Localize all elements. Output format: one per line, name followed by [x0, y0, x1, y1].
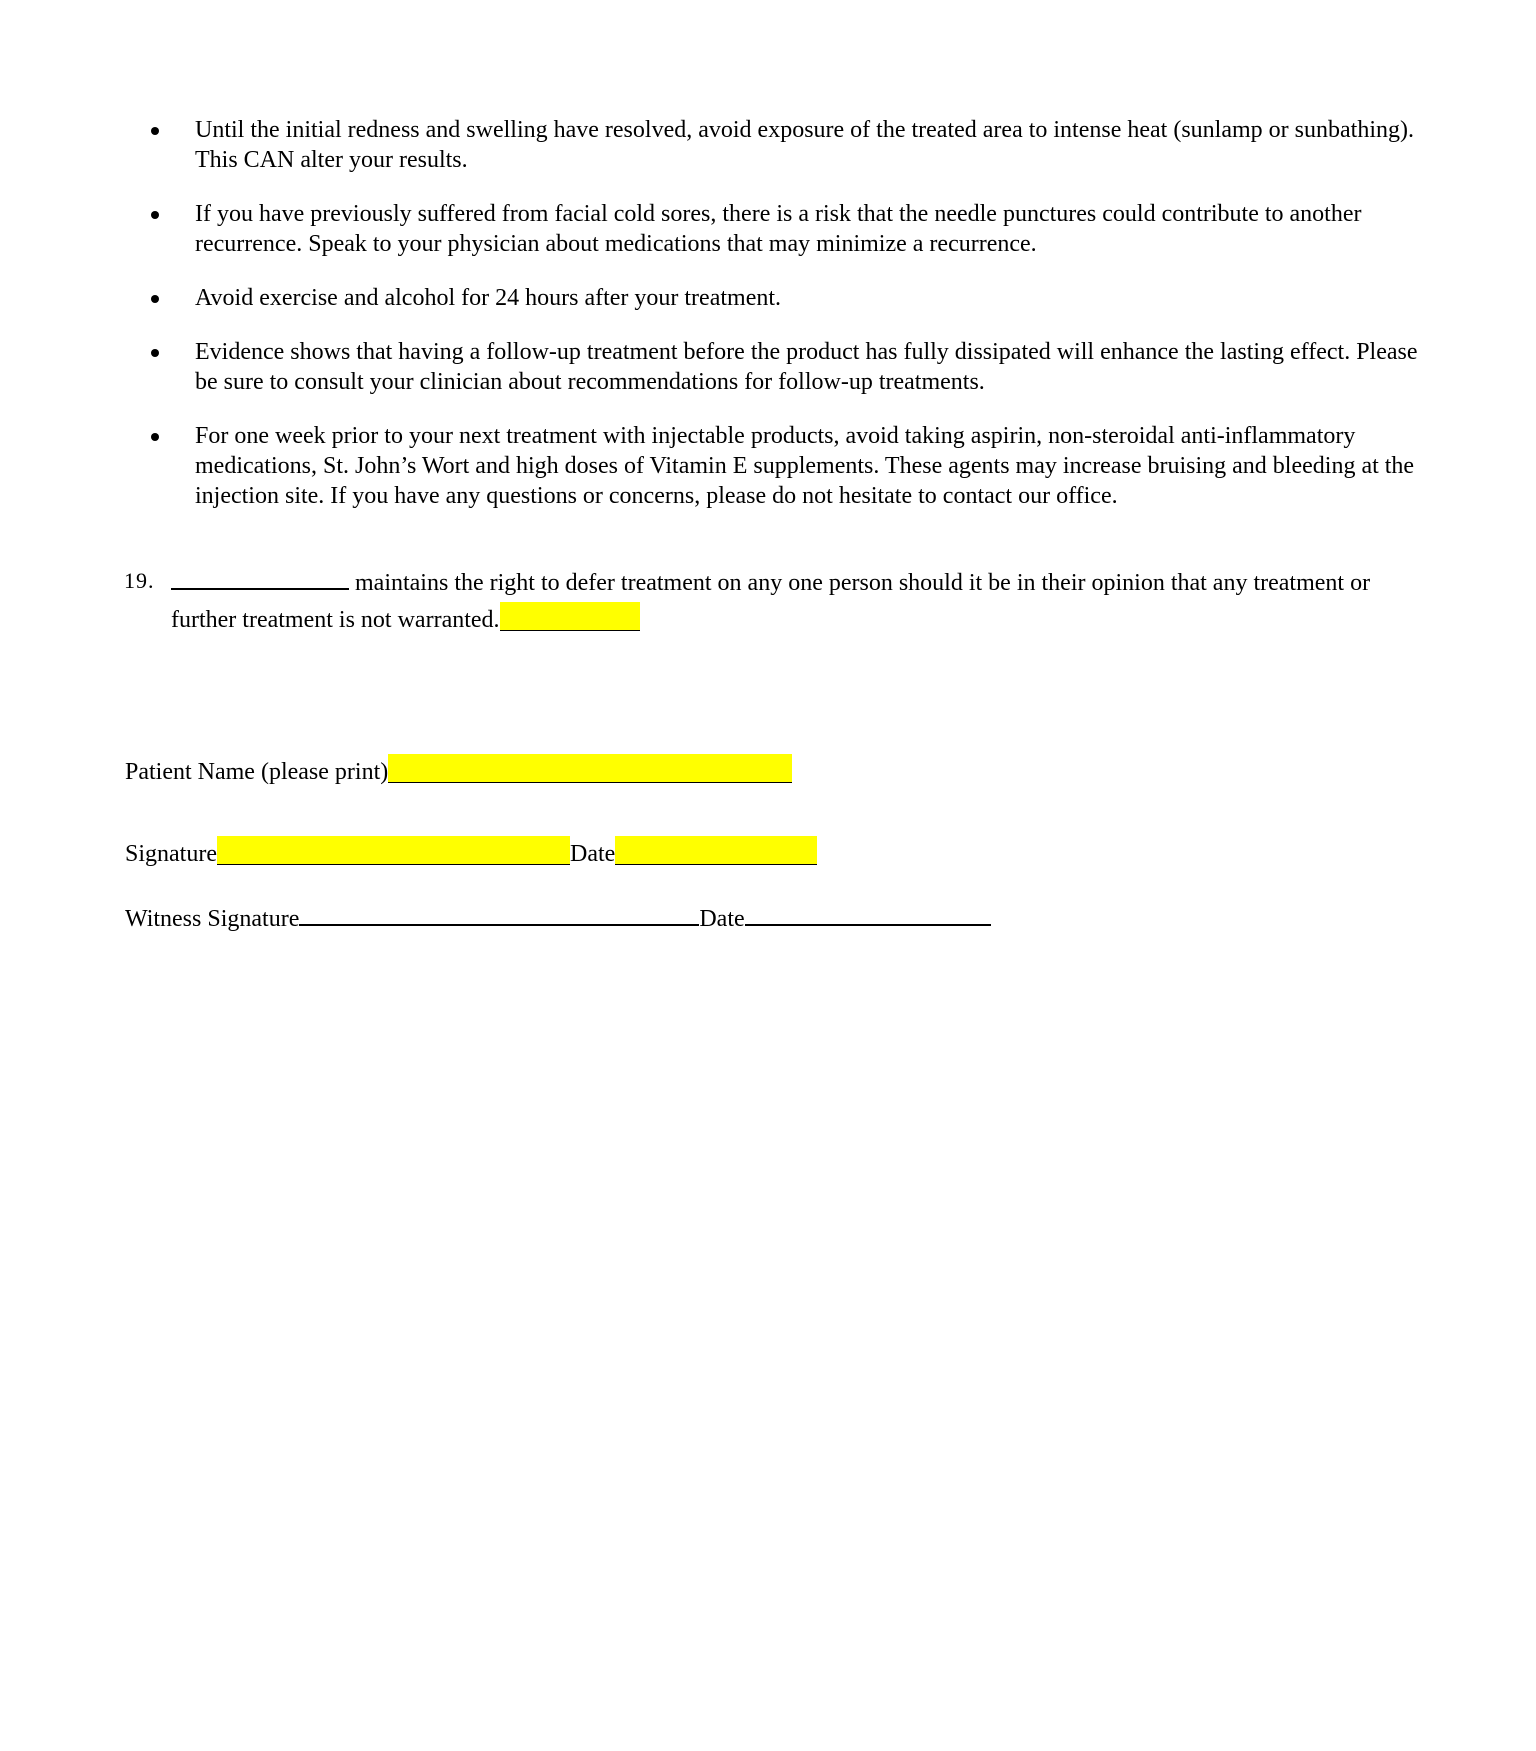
date-label: Date — [569, 841, 616, 867]
patient-name-label: Patient Name (please print) — [125, 759, 389, 785]
patient-name-field[interactable] — [388, 754, 792, 783]
bullet-text: Avoid exercise and alcohol for 24 hours after your treatment. — [195, 285, 782, 311]
date-field[interactable] — [615, 836, 817, 865]
bullet-item-medications — [0, 421, 1536, 511]
bullet-item-follow-up — [0, 337, 1536, 397]
numbered-item-19 — [124, 566, 1424, 635]
signature-field[interactable] — [217, 836, 570, 865]
bullet-item-heat — [0, 115, 1536, 175]
bullet-text: If you have previously suffered from facial cold sores, there is a risk that the needle punctures could contribute to another recurrence. Speak to your physician about medications that may minimize a recurrence. — [195, 201, 1362, 257]
bullet-icon — [151, 295, 159, 303]
bullet-icon — [151, 433, 159, 441]
witness-signature-field[interactable] — [299, 902, 699, 926]
signature-row — [125, 832, 817, 869]
provider-name-blank[interactable] — [171, 566, 349, 590]
bullet-text: Until the initial redness and swelling have resolved, avoid exposure of the treated area to intense heat (sunlamp or sunbathing). This CAN alter your results. — [195, 117, 1414, 173]
witness-row — [125, 902, 991, 934]
bullet-icon — [151, 349, 159, 357]
item-19-initials-field[interactable] — [500, 602, 640, 631]
witness-date-label: Date — [699, 906, 745, 932]
bullet-text: Evidence shows that having a follow-up treatment before the product has fully dissipated will enhance the lasting effect. Please be sure to consult your clinician about recommendations for follow-up treatments. — [195, 339, 1418, 395]
aftercare-bullet-list — [0, 115, 1536, 535]
item-number: 19. — [124, 568, 155, 593]
bullet-icon — [151, 127, 159, 135]
item-19-text — [171, 566, 1424, 635]
bullet-item-exercise — [0, 283, 1536, 313]
patient-name-row — [125, 750, 792, 787]
item-19-body: maintains the right to defer treatment on any one person should it be in their opinion that any treatment or further treatment is not warranted. — [171, 570, 1371, 633]
bullet-text: For one week prior to your next treatment with injectable products, avoid taking aspirin, non-steroidal anti-inflammatory medications, St. John’s Wort and high doses of Vitamin E supplements. These agents may increase bruising and bleeding at the injection site. If you have any questions or concerns, please do not hesitate to contact our office. — [195, 423, 1415, 509]
bullet-icon — [151, 211, 159, 219]
witness-signature-label: Witness Signature — [125, 906, 300, 932]
signature-label: Signature — [125, 841, 217, 867]
bullet-item-cold-sores — [0, 199, 1536, 259]
witness-date-field[interactable] — [745, 902, 991, 926]
